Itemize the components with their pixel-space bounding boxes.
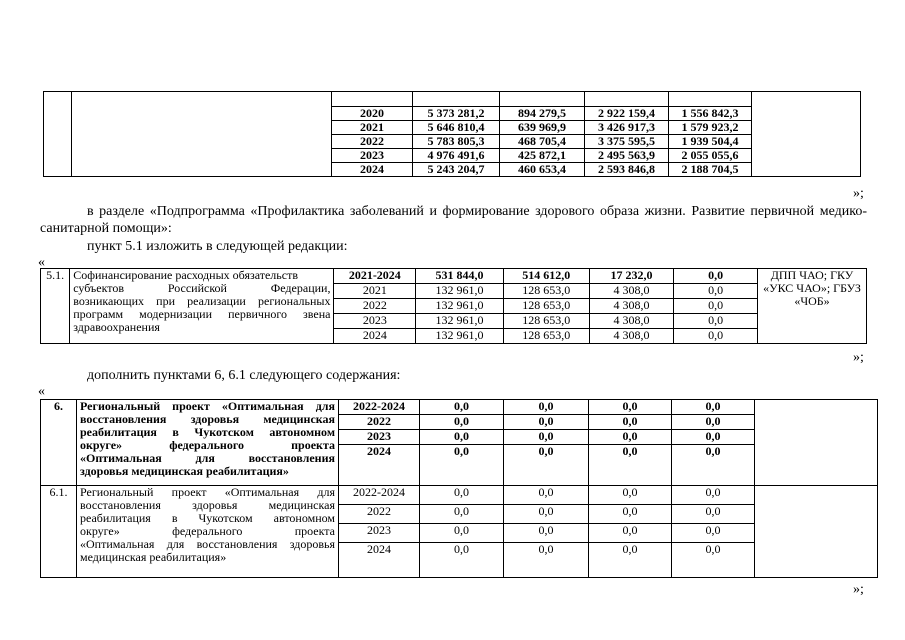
year-cell: 2022-2024 [339, 400, 420, 415]
year-cell: 2024 [339, 445, 420, 486]
value-cell: 894 279,5 [500, 107, 585, 121]
year-cell: 2024 [334, 329, 416, 344]
value-cell: 514 612,0 [503, 269, 589, 284]
value-cell: 132 961,0 [416, 284, 504, 299]
value-cell: 128 653,0 [503, 314, 589, 329]
description-line: «Оптимальная для восстановления здоровья [80, 537, 335, 551]
value-cell: 0,0 [420, 505, 504, 524]
description-line: Региональный проект «Оптимальная для [80, 485, 335, 499]
value-cell: 128 653,0 [503, 329, 589, 344]
value-cell: 0,0 [504, 505, 589, 524]
year-cell: 2024 [339, 543, 420, 578]
value-cell: 3 375 595,5 [585, 135, 669, 149]
value-cell: 5 373 281,2 [413, 107, 500, 121]
value-cell: 4 976 491,6 [413, 149, 500, 163]
year-cell: 2020 [332, 107, 413, 121]
value-cell: 0,0 [672, 400, 755, 415]
value-cell: 0,0 [672, 445, 755, 486]
responsible-line: «ЧОБ» [794, 294, 830, 308]
value-cell: 3 426 917,3 [585, 121, 669, 135]
responsible-cell [758, 269, 867, 344]
value-cell: 4 308,0 [589, 329, 674, 344]
value-cell: 132 961,0 [416, 329, 504, 344]
item-number: 6.1. [41, 486, 77, 578]
table-row [41, 486, 878, 505]
description-line: субъектов Российской Федерации, [73, 281, 331, 295]
value-cell: 0,0 [504, 430, 589, 445]
value-cell: 0,0 [674, 314, 758, 329]
value-cell: 0,0 [589, 543, 672, 578]
value-cell: 0,0 [672, 486, 755, 505]
value-cell: 1 556 842,3 [669, 107, 752, 121]
responsible-cell [755, 486, 878, 578]
year-cell: 2021-2024 [334, 269, 416, 284]
year-cell: 2022 [334, 299, 416, 314]
description-line: реабилитация в Чукотском автономном [80, 511, 335, 525]
value-cell: 0,0 [589, 486, 672, 505]
description-line: медицинская реабилитация» [80, 550, 227, 564]
value-cell: 132 961,0 [416, 299, 504, 314]
table-row [41, 269, 867, 284]
description-line: реабилитация в Чукотском автономном [80, 425, 335, 439]
value-cell: 0,0 [674, 269, 758, 284]
description-line: здравоохранения [73, 320, 160, 334]
open-quote-2: « [38, 384, 45, 399]
year-cell: 2022 [332, 135, 413, 149]
value-cell [585, 92, 669, 107]
value-cell: 0,0 [420, 430, 504, 445]
description-line: здоровья медицинская реабилитация» [80, 464, 289, 478]
value-cell: 0,0 [420, 415, 504, 430]
value-cell: 17 232,0 [589, 269, 674, 284]
value-cell: 2 593 846,8 [585, 163, 669, 177]
value-cell: 0,0 [589, 430, 672, 445]
value-cell: 639 969,9 [500, 121, 585, 135]
year-cell: 2023 [339, 524, 420, 543]
items-6-table [40, 399, 878, 578]
close-quote-3: »; [853, 582, 864, 597]
value-cell: 0,0 [420, 445, 504, 486]
value-cell [500, 92, 585, 107]
value-cell: 0,0 [420, 543, 504, 578]
value-cell: 128 653,0 [503, 284, 589, 299]
description-line: программ модернизации первичного звена [73, 307, 331, 321]
value-cell: 0,0 [504, 445, 589, 486]
value-cell: 0,0 [672, 505, 755, 524]
value-cell: 4 308,0 [589, 284, 674, 299]
year-cell: 2022 [339, 505, 420, 524]
value-cell: 468 705,4 [500, 135, 585, 149]
value-cell [413, 92, 500, 107]
item-number: 5.1. [41, 269, 70, 344]
value-cell [669, 92, 752, 107]
table-row [44, 92, 861, 107]
value-cell: 425 872,1 [500, 149, 585, 163]
year-cell: 2021 [332, 121, 413, 135]
value-cell: 0,0 [420, 486, 504, 505]
year-cell: 2023 [339, 430, 420, 445]
close-quote-2: »; [853, 350, 864, 365]
item-description [70, 269, 334, 344]
value-cell: 1 579 923,2 [669, 121, 752, 135]
year-cell: 2023 [332, 149, 413, 163]
add-items-paragraph: дополнить пунктами 6, 6.1 следующего содержания: [87, 368, 401, 383]
value-cell: 4 308,0 [589, 314, 674, 329]
value-cell: 132 961,0 [416, 314, 504, 329]
value-cell: 0,0 [672, 415, 755, 430]
section-paragraph: в разделе «Подпрограмма «Профилактика заболеваний и формирование здорового образа жизни. Развитие первичной медико-санитарной помощи»: [40, 204, 867, 236]
value-cell: 0,0 [420, 524, 504, 543]
value-cell: 1 939 504,4 [669, 135, 752, 149]
value-cell: 2 495 563,9 [585, 149, 669, 163]
value-cell: 2 922 159,4 [585, 107, 669, 121]
num-cell [44, 92, 72, 177]
item-5-1-table [40, 268, 867, 344]
year-cell: 2022-2024 [339, 486, 420, 505]
value-cell: 0,0 [589, 415, 672, 430]
value-cell: 0,0 [420, 400, 504, 415]
value-cell: 0,0 [589, 505, 672, 524]
open-quote-1: « [38, 255, 45, 270]
value-cell: 5 646 810,4 [413, 121, 500, 135]
value-cell: 0,0 [589, 400, 672, 415]
value-cell: 0,0 [672, 524, 755, 543]
description-line: округе» федерального проекта [80, 438, 335, 452]
value-cell: 0,0 [504, 543, 589, 578]
table-row [41, 400, 878, 415]
value-cell: 0,0 [672, 430, 755, 445]
year-cell: 2023 [334, 314, 416, 329]
value-cell: 0,0 [674, 299, 758, 314]
value-cell: 5 243 204,7 [413, 163, 500, 177]
description-line: Региональный проект «Оптимальная для [80, 399, 335, 413]
item-description [77, 486, 339, 578]
value-cell: 0,0 [589, 524, 672, 543]
item-description [77, 400, 339, 486]
description-line: возникающих при реализации региональных [73, 294, 331, 308]
value-cell: 128 653,0 [503, 299, 589, 314]
year-cell: 2022 [339, 415, 420, 430]
description-line: «Оптимальная для восстановления [80, 451, 335, 465]
value-cell: 0,0 [589, 445, 672, 486]
description-line: восстановления здоровья медицинская [80, 498, 335, 512]
description-line: восстановления здоровья медицинская [80, 412, 335, 426]
value-cell: 0,0 [674, 329, 758, 344]
responsible-line: ДПП ЧАО; ГКУ [770, 268, 854, 282]
year-cell [332, 92, 413, 107]
close-quote-1: »; [853, 186, 864, 201]
responsible-cell [755, 400, 878, 486]
value-cell: 5 783 805,3 [413, 135, 500, 149]
value-cell: 2 188 704,5 [669, 163, 752, 177]
item-number: 6. [41, 400, 77, 486]
responsible-line: «УКС ЧАО»; ГБУЗ [763, 281, 861, 295]
description-line: округе» федерального проекта [80, 524, 335, 538]
description-line: Софинансирование расходных обязательств [73, 268, 298, 282]
desc-cell [72, 92, 332, 177]
value-cell: 0,0 [672, 543, 755, 578]
year-cell: 2021 [334, 284, 416, 299]
value-cell: 531 844,0 [416, 269, 504, 284]
value-cell: 4 308,0 [589, 299, 674, 314]
value-cell: 0,0 [674, 284, 758, 299]
responsible-cell [752, 92, 861, 177]
funding-table-continuation [43, 91, 861, 177]
value-cell: 460 653,4 [500, 163, 585, 177]
value-cell: 0,0 [504, 486, 589, 505]
item-paragraph: пункт 5.1 изложить в следующей редакции: [87, 239, 348, 254]
value-cell: 0,0 [504, 400, 589, 415]
year-cell: 2024 [332, 163, 413, 177]
value-cell: 2 055 055,6 [669, 149, 752, 163]
value-cell: 0,0 [504, 524, 589, 543]
value-cell: 0,0 [504, 415, 589, 430]
